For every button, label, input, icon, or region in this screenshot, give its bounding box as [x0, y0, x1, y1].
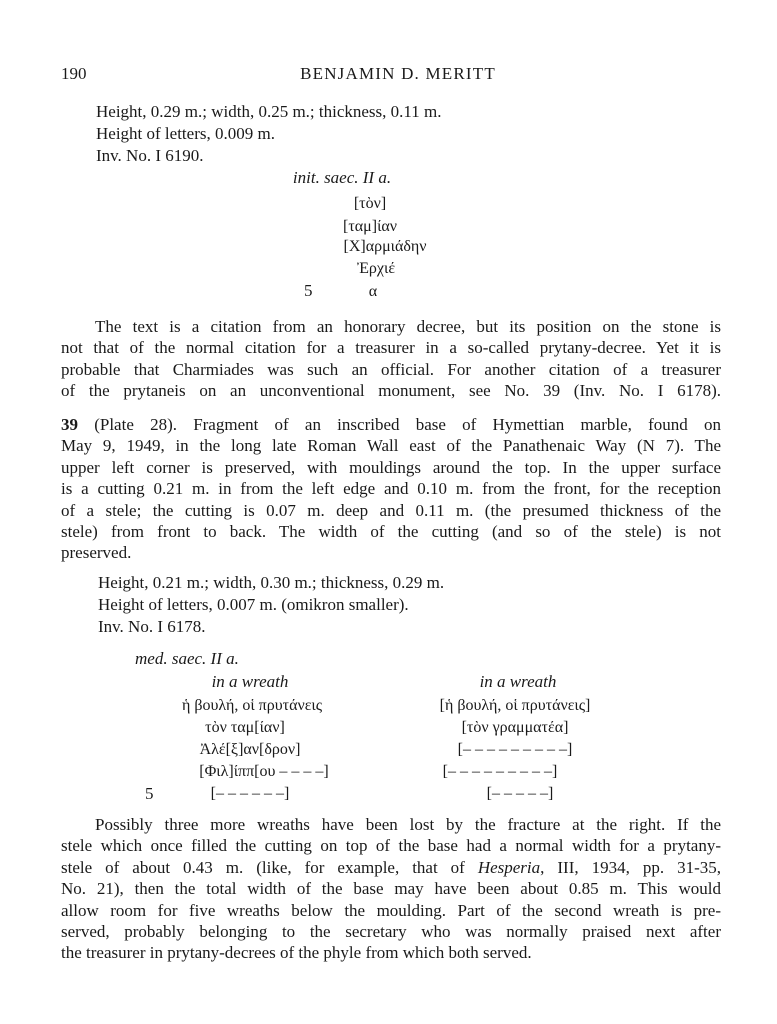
inscription-line: ἡ βουλή, οἱ πρυτάνεις: [181, 697, 323, 714]
dimensions-39: Height, 0.21 m.; width, 0.30 m.; thickness, 0.29 m.: [98, 573, 445, 592]
text-line: May 9, 1949, in the long late Roman Wall east of the Panathenaic Way (N 7). The: [61, 436, 721, 456]
text-line: stele) from front to back. The width of the cutting (and so of the stele) is not: [61, 522, 721, 542]
text-fragment: , III, 1934, pp. 31-35,: [540, 857, 721, 877]
text-fragment: (Plate 28). Fragment of an inscribed base of Hymettian marble, found on: [78, 415, 721, 434]
text-line: served, probably belonging to the secretary who was normally praised next after: [61, 922, 721, 942]
text-line: [61, 857, 721, 878]
inventory-39: Inv. No. I 6178.: [98, 617, 206, 636]
text-line: is a cutting 0.21 m. in from the left edge and 0.10 m. from the front, for the reception: [61, 479, 721, 499]
text-line: No. 21), then the total width of the base may have been about 0.85 m. This would: [61, 879, 721, 899]
date-38: init. saec. II a.: [292, 168, 392, 187]
inventory-38: Inv. No. I 6190.: [96, 146, 204, 165]
right-wreath-heading: in a wreath: [479, 672, 557, 691]
text-line: stele which once filled the cutting on top of the base had a normal width for a prytany-: [61, 836, 721, 856]
text-line: The text is a citation from an honorary decree, but its position on the stone is: [95, 317, 721, 336]
dimensions-38: Height, 0.29 m.; width, 0.25 m.; thickness, 0.11 m.: [96, 102, 442, 121]
inscription-line: [– – – – –]: [486, 785, 554, 802]
text-line: of the prytaneis on an unconventional monument, see No. 39 (Inv. No. I 6178).: [61, 381, 721, 401]
letter-height-38: Height of letters, 0.009 m.: [96, 124, 275, 143]
letter-height-39: Height of letters, 0.007 m. (omikron smaller).: [98, 595, 409, 614]
inscription-line: α: [368, 283, 378, 300]
line-number: 5: [304, 281, 313, 300]
inscription-line: Ἀλέ[ξ]αν[δρον]: [199, 741, 301, 758]
text-line: allow room for five wreaths below the moulding. Part of the second wreath is pre-: [61, 900, 721, 920]
closing-commentary: [61, 814, 721, 964]
text-line: not that of the normal citation for a treasurer in a so-called prytany-decree. Yet it is: [61, 338, 721, 358]
text-fragment: stele of about 0.43 m. (like, for example, that of: [61, 857, 478, 877]
text-line: preserved.: [61, 543, 132, 563]
commentary-38: [61, 316, 721, 402]
text-line: upper left corner is preserved, with mouldings around the top. In the upper surface: [61, 457, 721, 477]
entry-number: 39: [61, 415, 78, 434]
text-line: probable that Charmiades was such an official. For another citation of a treasurer: [61, 359, 721, 379]
left-wreath-heading: in a wreath: [211, 672, 289, 691]
text-line: [61, 414, 721, 435]
page-number: 190: [61, 64, 87, 83]
inscription-line: [Φιλ]ίππ[ου – – – –]: [199, 763, 329, 780]
inscription-line: [– – – – – –]: [210, 785, 290, 802]
inscription-line: [Χ]αρμιάδην: [343, 238, 427, 255]
inscription-line: [– – – – – – – – –]: [457, 741, 573, 758]
running-title: BENJAMIN D. MERITT: [300, 64, 496, 83]
description-39: [61, 414, 721, 564]
inscription-line: [– – – – – – – – –]: [442, 763, 558, 780]
text-line: of a stele; the cutting is 0.07 m. deep and 0.11 m. (the presumed thickness of the: [61, 500, 721, 520]
line-number: 5: [145, 784, 154, 803]
inscription-line: [ἡ βουλή, οἱ πρυτάνεις]: [439, 697, 591, 714]
inscription-line: [ταμ]ίαν: [343, 218, 397, 235]
inscription-line: τὸν ταμ[ίαν]: [205, 719, 285, 736]
inscription-line: Ἐρχιέ: [356, 260, 396, 277]
journal-title: Hesperia: [477, 857, 541, 877]
inscription-line: [τὸν γραμματέα]: [461, 719, 569, 736]
date-39: med. saec. II a.: [135, 649, 239, 668]
inscription-line: [τὸν]: [353, 195, 387, 212]
text-line: the treasurer in prytany-decrees of the phyle from which both served.: [61, 943, 532, 963]
text-line: Possibly three more wreaths have been lost by the fracture at the right. If the: [95, 815, 721, 834]
